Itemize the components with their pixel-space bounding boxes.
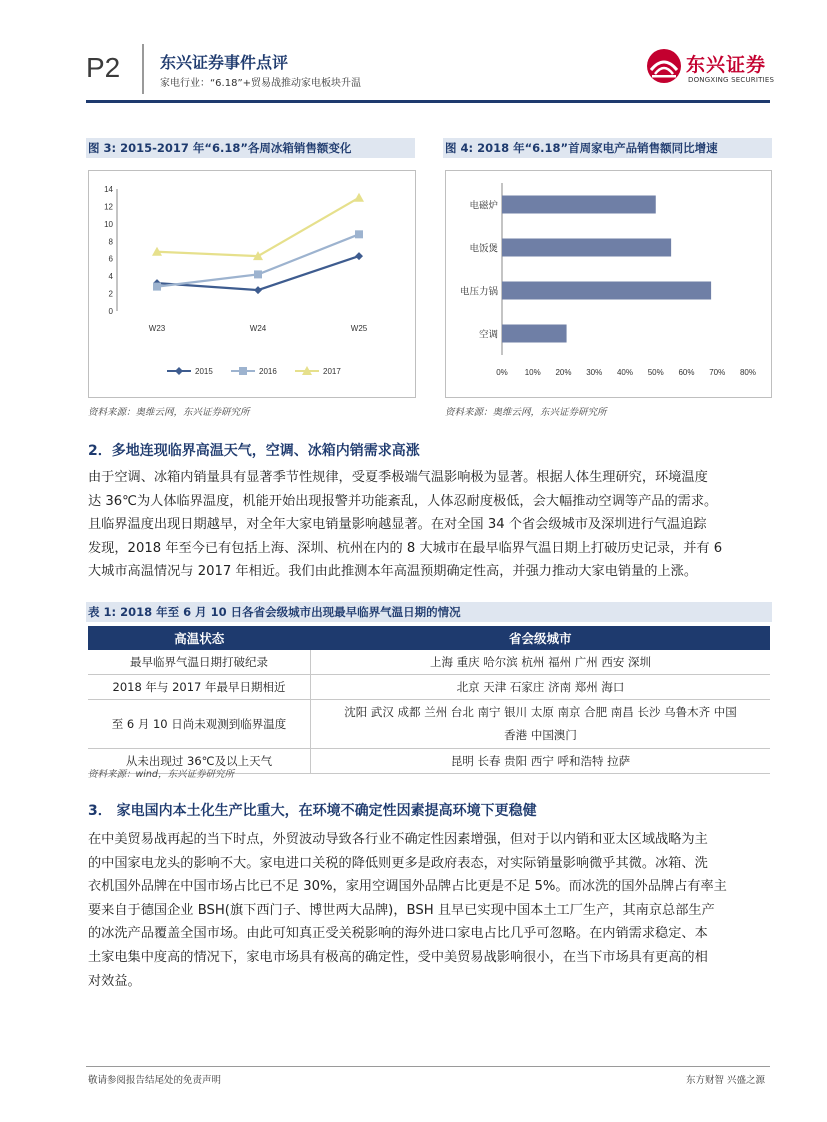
x-tick-label: 20%: [555, 368, 572, 377]
x-tick-label: 30%: [586, 368, 603, 377]
table-row: [88, 675, 770, 700]
data-point-2015: [254, 286, 262, 294]
legend-label: 2017: [323, 367, 341, 376]
x-tick-label: W25: [350, 324, 368, 333]
y-tick-label: 14: [104, 185, 113, 194]
category-label: 电饭煲: [469, 243, 498, 255]
category-label: 电磁炉: [469, 200, 498, 212]
section3-line: 对效益。: [88, 973, 141, 989]
x-tick-label: W24: [249, 324, 267, 333]
footer-rule: [86, 1066, 770, 1067]
data-point-2016: [355, 230, 363, 238]
report-type: 东兴证券事件点评: [160, 53, 289, 72]
y-tick-label: 6: [108, 254, 113, 264]
table-cell-cities: 北京 天津 石家庄 济南 郑州 海口: [311, 675, 771, 700]
table1: [88, 626, 770, 774]
data-point-2015: [175, 367, 183, 375]
figure3-line-chart: [89, 171, 415, 397]
footer-slogan: 东方财智 兴盛之源: [686, 1075, 766, 1086]
y-tick-label: 4: [108, 272, 113, 282]
table-cell-cities: 昆明 长春 贵阳 西宁 呼和浩特 拉萨: [311, 749, 771, 774]
table-row: [88, 650, 770, 675]
x-tick-label: 50%: [647, 368, 664, 377]
y-tick-label: 12: [104, 202, 113, 212]
section3-body: [88, 828, 772, 993]
data-point-2017: [354, 193, 364, 202]
section3-line: 衣机国外品牌在中国市场占比已不足 30%，家用空调国外品牌占比更是不足 5%。而冰洗的国外品牌占有率主: [88, 879, 727, 895]
table1-source: 资料来源：wind，东兴证券研究所: [88, 769, 234, 780]
section2-line: 由于空调、冰箱内销量具有显著季节性规律，受夏季极端气温影响极为显著。根据人体生理研究，环境温度: [88, 470, 708, 485]
section2-line: 且临界温度出现日期越早，对全年大家电销量影响越显著。在对全国 34 个省会级城市及深圳进行气温追踪: [88, 517, 707, 533]
x-tick-label: 80%: [739, 368, 757, 377]
bar: [502, 239, 671, 257]
figure4-chart-frame: [445, 170, 772, 398]
table1-caption: 表 1: 2018 年至 6 月 10 日各省会级城市出现最早临界气温日期的情况: [86, 602, 772, 622]
section3-line: 在中美贸易战再起的当下时点，外贸波动导致各行业不确定性因素增强，但对于以内销和亚太区域战略为主: [88, 832, 708, 847]
logo-mark-icon: [646, 48, 682, 84]
legend-label: 2015: [195, 367, 213, 376]
table-cell-status: 至 6 月 10 日尚未观测到临界温度: [88, 700, 311, 749]
table1-header-status: 高温状态: [88, 626, 311, 650]
company-logo: [646, 46, 776, 90]
figure4-source: 资料来源：奥维云网，东兴证券研究所: [445, 407, 607, 418]
page-number: P2: [86, 52, 121, 83]
data-point-2015: [355, 252, 363, 260]
y-tick-label: 10: [104, 219, 113, 229]
header-divider: [142, 44, 144, 94]
data-point-2016: [153, 283, 161, 291]
section3-heading: 3． 家电国内本土化生产比重大，在环境不确定性因素提高环境下更稳健: [88, 803, 537, 819]
table1-header-cities: 省会级城市: [311, 626, 771, 650]
footer-disclaimer: 敬请参阅报告结尾处的免责声明: [88, 1075, 222, 1086]
x-tick-label: 10%: [524, 368, 541, 377]
section2-line: 发现，2018 年至今已有包括上海、深圳、杭州在内的 8 大城市在最早临界气温日期上打破历史记录，并有 6: [88, 540, 723, 556]
figure3-caption: 图 3: 2015-2017 年“6.18”各周冰箱销售额变化: [86, 138, 415, 158]
section2-line: 达 36℃为人体临界温度，机能开始出现报警并功能紊乱，人体忍耐度极低，会大幅推动空调等产品的需求。: [88, 493, 718, 509]
figure3-chart-frame: [88, 170, 416, 398]
section2-body: [88, 466, 772, 584]
section2-heading: 2．多地连现临界高温天气，空调、冰箱内销需求高涨: [88, 443, 420, 459]
table-cell-status: 从未出现过 36℃及以上天气: [88, 749, 311, 774]
logo-text-cn: 东兴证券: [686, 54, 767, 76]
bar: [502, 325, 567, 343]
table-cell-status: 最早临界气温日期打破纪录: [88, 650, 311, 675]
header-rule: [86, 100, 770, 103]
series-line-2016: [157, 234, 359, 286]
figure4-bar-chart: [446, 171, 771, 397]
bar: [502, 196, 656, 214]
x-tick-label: 70%: [709, 368, 726, 377]
table-cell-cities: [311, 700, 771, 749]
x-tick-label: 60%: [678, 368, 695, 377]
y-tick-label: 0: [108, 307, 113, 316]
report-subtitle: 家电行业：“6.18”+贸易战推动家电板块升温: [160, 78, 362, 89]
category-label: 电压力锅: [459, 286, 498, 298]
table-row: [88, 700, 770, 749]
logo-text-en: DONGXING SECURITIES: [688, 76, 775, 84]
data-point-2016: [239, 367, 247, 375]
x-tick-label: W23: [148, 324, 166, 333]
bar: [502, 282, 711, 300]
table-cell-cities: 上海 重庆 哈尔滨 杭州 福州 广州 西安 深圳: [311, 650, 771, 675]
section3-line: 要来自于德国企业 BSH(旗下西门子、博世两大品牌)，BSH 且早已实现中国本土工厂生产，其南京总部生产: [88, 902, 715, 918]
figure4-caption: 图 4: 2018 年“6.18”首周家电产品销售额同比增速: [443, 138, 772, 158]
table-cell-cities-line: 沈阳 武汉 成都 兰州 台北 南宁 银川 太原 南京 合肥 南昌 长沙 乌鲁木齐 中国: [344, 705, 737, 719]
y-tick-label: 2: [108, 289, 113, 299]
x-tick-label: 40%: [616, 368, 634, 377]
section2-line: 大城市高温情况与 2017 年相近。我们由此推测本年高温预期确定性高，并强力推动大家电销量的上涨。: [88, 564, 698, 580]
data-point-2016: [254, 270, 262, 278]
figure3-source: 资料来源：奥维云网，东兴证券研究所: [88, 407, 250, 418]
section3-line: 的冰洗产品覆盖全国市场。由此可知真正受关税影响的海外进口家电占比几乎可忽略。在内销需求稳定、本: [88, 926, 708, 942]
x-tick-label: 0%: [496, 368, 508, 377]
section3-line: 的中国家电龙头的影响不大。家电进口关税的降低则更多是政府表态，对实际销量影响微乎其微。冰箱、洗: [88, 855, 708, 871]
section3-line: 土家电集中度高的情况下，家电市场具有极高的确定性，受中美贸易战影响很小，在当下市场具有更高的相: [88, 949, 708, 965]
category-label: 空调: [478, 329, 498, 341]
table-cell-status: 2018 年与 2017 年最早日期相近: [88, 675, 311, 700]
y-tick-label: 8: [108, 237, 113, 247]
legend-label: 2016: [259, 367, 277, 376]
table-cell-cities-line: 香港 中国澳门: [504, 728, 577, 742]
